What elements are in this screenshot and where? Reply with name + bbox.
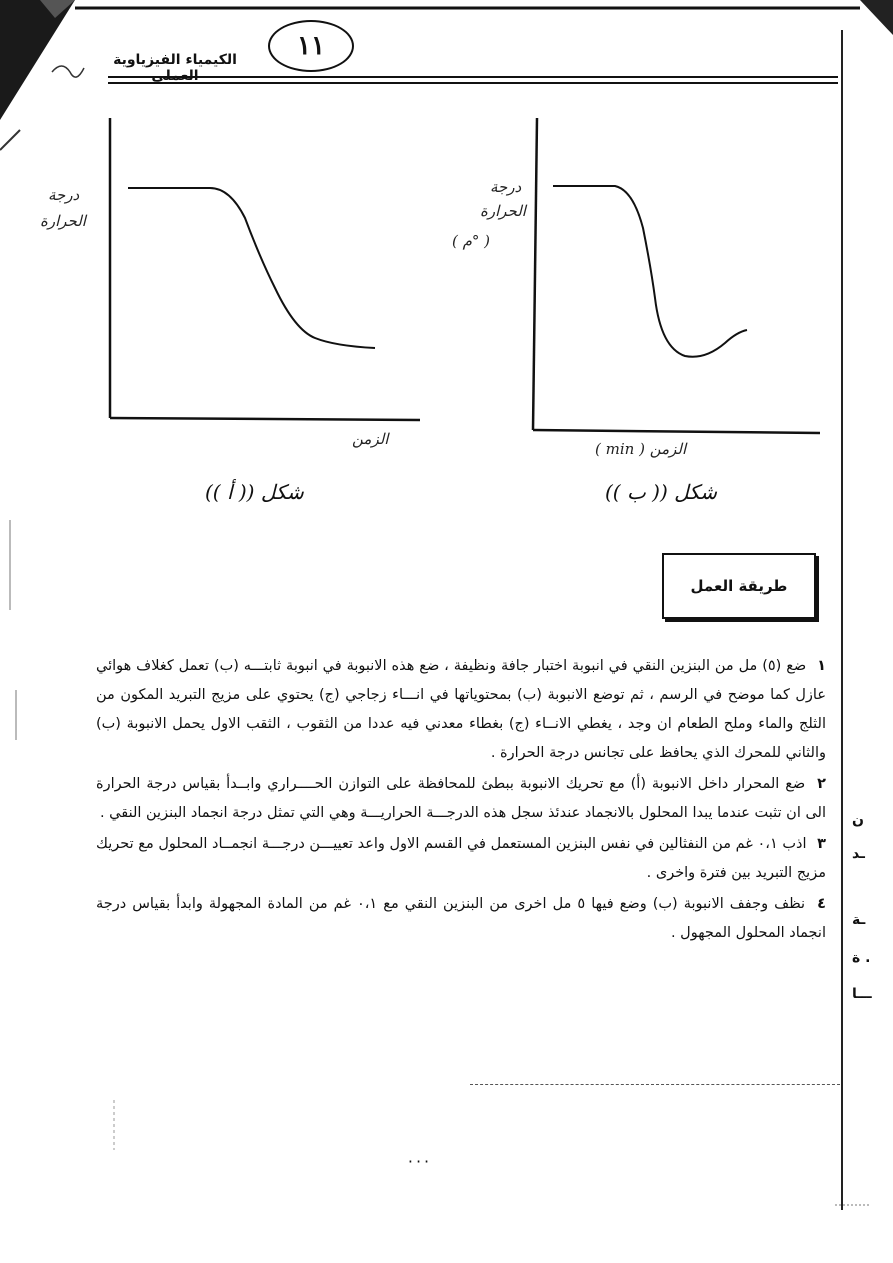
procedure-step — [96, 830, 826, 888]
margin-fragment: ن — [852, 812, 864, 828]
margin-fragment: ة . — [852, 950, 871, 966]
procedure-step — [96, 890, 826, 948]
graph-a-y-label-2: الحرارة — [40, 212, 86, 230]
step-number: ٤ — [817, 896, 826, 912]
graph-a-x-label: الزمن — [352, 430, 389, 448]
header-title: الكيمياء الفيزياوية العملي — [113, 52, 237, 84]
graph-b — [525, 118, 825, 438]
margin-fragment: ـة — [852, 912, 866, 928]
graph-a-y-label-1: درجة — [48, 186, 80, 204]
graph-b-y-axis — [533, 118, 537, 430]
section-heading: طريقة العمل — [662, 553, 816, 619]
graph-b-x-axis — [533, 430, 820, 433]
procedure-step — [96, 770, 826, 828]
graph-b-y-label-1: درجة — [490, 178, 522, 196]
dotted-rule — [470, 1084, 840, 1085]
step-text: ضع المحرار داخل الانبوبة (أ) مع تحريك الانبوبة ببطئ للمحافظة على التوازن الحــــراري وابــدأ بقياس درجة الحرارة الى ان تثبت عندما يبدا المحلول بالانجماد عندئذ سجل هذه الدرجـــة الحراريـــة وهي التي تمثل درجة انجماد البنزين النقي . — [96, 776, 826, 821]
graph-a-caption: شكل (( أ )) — [205, 480, 304, 504]
margin-fragment: ـــا — [852, 986, 872, 1002]
graph-b-svg — [525, 118, 825, 438]
step-number: ٢ — [817, 776, 827, 792]
graph-b-supercooling-curve — [553, 186, 747, 357]
step-text: ضع (٥) مل من البنزين النقي في انبوبة اختبار جافة ونظيفة ، ضع هذه الانبوبة في انبوبة ثابتـــه (ب) تعمل كغلاف هوائي عازل كما موضح في الرسم ، ثم توضع الانبوبة (ب) بمحتوياتها في انـــاء زجاجي (ج) يحتوي على مزيج التبريد المكون من الثلج والماء وملح الطعام ان وجد ، يغطي الانــاء (ج) بغطاء معدني فيه عددا من الثقوب ، الثقب الاول يحمل الانبوبة (ب) والثاني للمحرك الذي يحافظ على تجانس درجة الحرارة . — [96, 658, 826, 761]
graph-b-y-unit: ( °م ) — [452, 232, 491, 250]
dots-decoration: ··· — [407, 1152, 433, 1171]
graph-a-x-axis — [110, 418, 420, 420]
procedure-list — [96, 652, 826, 950]
graph-a-svg — [100, 118, 430, 428]
graph-a-cooling-curve — [128, 188, 375, 348]
header-rule — [108, 82, 838, 84]
header-rule — [108, 76, 838, 78]
step-number: ١ — [817, 658, 826, 674]
step-number: ٣ — [817, 836, 827, 852]
graph-b-caption: شكل (( ب )) — [605, 480, 718, 504]
graph-b-x-label: الزمن ( min ) — [595, 440, 687, 458]
margin-fragment: ـد — [852, 846, 865, 862]
step-text: نظف وجفف الانبوبة (ب) وضع فيها ٥ مل اخرى من البنزين النقي مع ٠،١ غم من المادة المجهولة وابدأ بقياس درجة انجماد المحلول المجهول . — [96, 896, 826, 941]
margin-line — [841, 30, 843, 1210]
step-text: اذب ٠،١ غم من النفثالين في نفس البنزين المستعمل في القسم الاول واعد تعييـــن درجـــة انجمــاد المحلول مع تحريك مزيج التبريد بين فترة واخرى . — [96, 836, 826, 881]
procedure-step — [96, 652, 826, 768]
page-number: ١١ — [268, 20, 354, 72]
graph-b-y-label-2: الحرارة — [480, 202, 526, 220]
graph-a — [100, 118, 430, 428]
